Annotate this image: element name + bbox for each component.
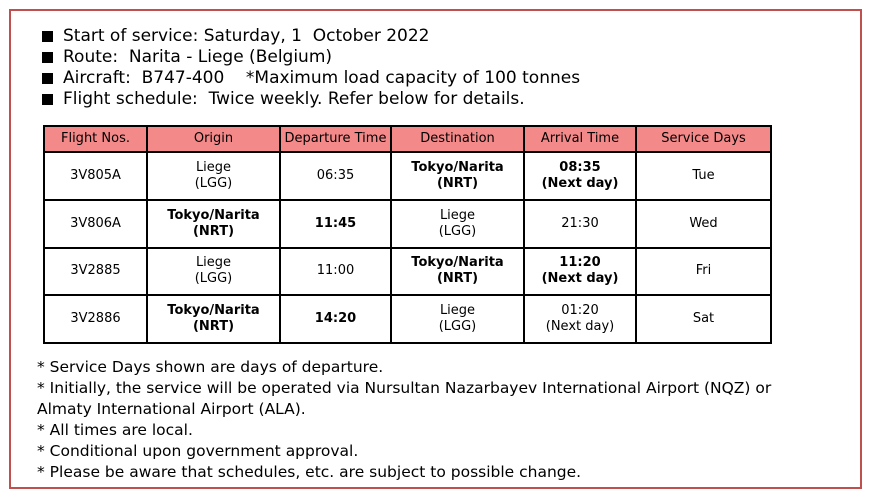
header-origin: Origin [147, 126, 280, 152]
origin-city: Tokyo/Narita [167, 303, 260, 319]
origin-cell [147, 152, 280, 200]
destination-cell [391, 200, 524, 248]
arrival-time: 08:35 [559, 159, 601, 175]
flight-schedule-table [43, 125, 772, 344]
destination-code: (LGG) [438, 319, 477, 335]
origin-code: (NRT) [192, 223, 235, 239]
square-bullet-icon [42, 52, 53, 63]
arrival-cell [524, 295, 636, 343]
arrival-time: 21:30 [561, 215, 599, 231]
arrival-cell [524, 248, 636, 296]
origin-code: (LGG) [194, 175, 233, 191]
footnote: * Please be aware that schedules, etc. are subject to possible change. [37, 463, 582, 481]
origin-cell [147, 248, 280, 296]
departure-time: 11:45 [280, 200, 391, 248]
header-destination: Destination [391, 126, 524, 152]
bullet-text: Start of service: Saturday, 1 October 2022 [63, 26, 430, 46]
origin-city: Liege [195, 159, 232, 175]
bullet-text: Aircraft: B747-400 *Maximum load capacity of 100 tonnes [63, 68, 581, 88]
destination-cell [391, 295, 524, 343]
arrival-time: 11:20 [559, 255, 601, 271]
destination-cell [391, 248, 524, 296]
origin-cell [147, 200, 280, 248]
table-row [44, 295, 771, 343]
table-row [44, 152, 771, 200]
destination-city: Liege [439, 207, 476, 223]
header-flight-nos: Flight Nos. [44, 126, 147, 152]
arrival-note: (Next day) [541, 175, 619, 191]
bullet-text: Route: Narita - Liege (Belgium) [63, 47, 333, 67]
origin-code: (NRT) [192, 319, 235, 335]
header-service-days: Service Days [636, 126, 771, 152]
arrival-cell [524, 152, 636, 200]
origin-city: Tokyo/Narita [167, 207, 260, 223]
arrival-cell [524, 200, 636, 248]
destination-city: Tokyo/Narita [411, 255, 504, 271]
bullet-text: Flight schedule: Twice weekly. Refer below for details. [63, 89, 525, 109]
departure-time: 14:20 [280, 295, 391, 343]
bullet-flight-schedule [42, 89, 842, 110]
destination-code: (NRT) [436, 271, 479, 287]
arrival-time: 01:20 [561, 303, 599, 319]
flight-number: 3V806A [44, 200, 147, 248]
destination-code: (NRT) [436, 175, 479, 191]
square-bullet-icon [42, 31, 53, 42]
footnote: * All times are local. [37, 421, 193, 439]
departure-time: 06:35 [280, 152, 391, 200]
service-info-list [42, 26, 842, 110]
table-header-row [44, 126, 771, 152]
arrival-note: (Next day) [541, 271, 619, 287]
flight-number: 3V2886 [44, 295, 147, 343]
footnote: * Service Days shown are days of departure. [37, 358, 384, 376]
departure-time: 11:00 [280, 248, 391, 296]
footnote: Almaty International Airport (ALA). [37, 400, 306, 418]
header-departure-time: Departure Time [280, 126, 391, 152]
service-day: Wed [636, 200, 771, 248]
bullet-aircraft [42, 68, 842, 89]
destination-city: Liege [439, 303, 476, 319]
footnotes [37, 357, 837, 483]
square-bullet-icon [42, 94, 53, 105]
destination-city: Tokyo/Narita [411, 159, 504, 175]
origin-city: Liege [195, 255, 232, 271]
footnote: * Initially, the service will be operated via Nursultan Nazarbayev International Airport (NQZ) or [37, 379, 772, 397]
flight-number: 3V805A [44, 152, 147, 200]
origin-cell [147, 295, 280, 343]
bullet-start-of-service [42, 26, 842, 47]
service-day: Fri [636, 248, 771, 296]
table-row [44, 200, 771, 248]
service-day: Tue [636, 152, 771, 200]
bullet-route [42, 47, 842, 68]
destination-code: (LGG) [438, 223, 477, 239]
header-arrival-time: Arrival Time [524, 126, 636, 152]
service-day: Sat [636, 295, 771, 343]
destination-cell [391, 152, 524, 200]
origin-code: (LGG) [194, 271, 233, 287]
flight-number: 3V2885 [44, 248, 147, 296]
arrival-note: (Next day) [545, 319, 615, 335]
table-row [44, 248, 771, 296]
square-bullet-icon [42, 73, 53, 84]
footnote: * Conditional upon government approval. [37, 442, 359, 460]
